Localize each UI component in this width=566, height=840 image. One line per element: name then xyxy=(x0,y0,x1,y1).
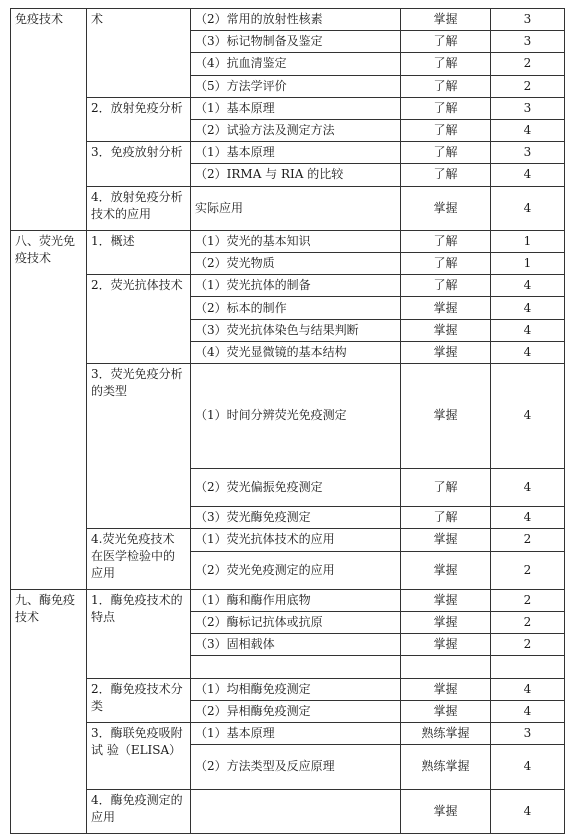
table-row xyxy=(11,529,565,551)
unit-cell: 九、酶免疫技术 xyxy=(11,589,87,833)
level-cell: 熟练掌握 xyxy=(401,745,491,789)
item-cell: （2）标本的制作 xyxy=(191,297,401,319)
hours-cell: 4 xyxy=(491,297,565,319)
item-cell: （1）酶和酶作用底物 xyxy=(191,589,401,611)
level-cell: 了解 xyxy=(401,119,491,141)
level-cell: 掌握 xyxy=(401,297,491,319)
hours-cell: 3 xyxy=(491,97,565,119)
unit-cell: 免疫技术 xyxy=(11,9,87,231)
table-row xyxy=(11,230,565,252)
level-cell: 掌握 xyxy=(401,700,491,722)
topic-cell: 1．概述 xyxy=(87,230,191,274)
hours-cell: 3 xyxy=(491,31,565,53)
item-cell: （2）方法类型及反应原理 xyxy=(191,745,401,789)
item-cell: （2）荧光偏振免疫测定 xyxy=(191,468,401,506)
hours-cell: 2 xyxy=(491,589,565,611)
hours-cell: 4 xyxy=(491,119,565,141)
item-cell: （1）荧光抗体的制备 xyxy=(191,275,401,297)
table-row xyxy=(11,364,565,469)
table-row xyxy=(11,186,565,230)
level-cell: 掌握 xyxy=(401,9,491,31)
hours-cell: 4 xyxy=(491,789,565,833)
level-cell: 掌握 xyxy=(401,186,491,230)
hours-cell: 3 xyxy=(491,9,565,31)
level-cell: 了解 xyxy=(401,75,491,97)
item-cell: （1）基本原理 xyxy=(191,97,401,119)
table-row xyxy=(11,789,565,833)
level-cell: 掌握 xyxy=(401,364,491,469)
table-row xyxy=(11,589,565,611)
hours-cell: 2 xyxy=(491,75,565,97)
level-cell: 了解 xyxy=(401,253,491,275)
hours-cell: 3 xyxy=(491,723,565,745)
hours-cell: 4 xyxy=(491,468,565,506)
level-cell: 了解 xyxy=(401,31,491,53)
item-cell: （2）试验方法及测定方法 xyxy=(191,119,401,141)
hours-cell: 4 xyxy=(491,319,565,341)
item-cell: （3）荧光酶免疫测定 xyxy=(191,507,401,529)
hours-cell: 4 xyxy=(491,164,565,186)
table-row xyxy=(11,678,565,700)
level-cell: 掌握 xyxy=(401,319,491,341)
hours-cell: 3 xyxy=(491,142,565,164)
item-cell: （1）荧光抗体技术的应用 xyxy=(191,529,401,551)
item-cell: （1）基本原理 xyxy=(191,723,401,745)
item-cell: （2）异相酶免疫测定 xyxy=(191,700,401,722)
level-cell: 掌握 xyxy=(401,589,491,611)
level-cell: 了解 xyxy=(401,275,491,297)
level-cell: 掌握 xyxy=(401,634,491,656)
hours-cell: 1 xyxy=(491,230,565,252)
hours-cell: 2 xyxy=(491,529,565,551)
level-cell: 掌握 xyxy=(401,529,491,551)
hours-cell: 2 xyxy=(491,53,565,75)
level-cell: 了解 xyxy=(401,164,491,186)
topic-cell: 3．荧光免疫分析的类型 xyxy=(87,364,191,529)
hours-cell: 2 xyxy=(491,634,565,656)
level-cell: 熟练掌握 xyxy=(401,723,491,745)
level-cell: 掌握 xyxy=(401,789,491,833)
item-cell: （1）荧光的基本知识 xyxy=(191,230,401,252)
item-cell: （3）固相载体 xyxy=(191,634,401,656)
topic-cell: 术 xyxy=(87,9,191,98)
table-row xyxy=(11,97,565,119)
topic-cell: 2．酶免疫技术分类 xyxy=(87,678,191,722)
hours-cell: 2 xyxy=(491,612,565,634)
syllabus-table xyxy=(10,8,565,834)
level-cell: 掌握 xyxy=(401,678,491,700)
item-cell: （1）基本原理 xyxy=(191,142,401,164)
table-row xyxy=(11,275,565,297)
item-cell xyxy=(191,656,401,678)
table-row xyxy=(11,142,565,164)
level-cell: 了解 xyxy=(401,142,491,164)
item-cell: （2）荧光免疫测定的应用 xyxy=(191,551,401,589)
level-cell: 了解 xyxy=(401,507,491,529)
hours-cell: 2 xyxy=(491,551,565,589)
item-cell: （5）方法学评价 xyxy=(191,75,401,97)
topic-cell: 2．放射免疫分析 xyxy=(87,97,191,141)
topic-cell: 4．放射免疫分析技术的应用 xyxy=(87,186,191,230)
table-row xyxy=(11,723,565,745)
item-cell xyxy=(191,789,401,833)
item-cell: （2）常用的放射性核素 xyxy=(191,9,401,31)
level-cell: 了解 xyxy=(401,53,491,75)
unit-cell: 八、荧光免疫技术 xyxy=(11,230,87,589)
item-cell: 实际应用 xyxy=(191,186,401,230)
hours-cell: 1 xyxy=(491,253,565,275)
topic-cell: 1．酶免疫技术的特点 xyxy=(87,589,191,678)
table-row xyxy=(11,9,565,31)
level-cell xyxy=(401,656,491,678)
hours-cell: 4 xyxy=(491,364,565,469)
level-cell: 了解 xyxy=(401,468,491,506)
hours-cell: 4 xyxy=(491,275,565,297)
item-cell: （3）荧光抗体染色与结果判断 xyxy=(191,319,401,341)
level-cell: 了解 xyxy=(401,97,491,119)
topic-cell: 3．酶联免疫吸附 试 验（ELISA） xyxy=(87,723,191,790)
item-cell: （1）均相酶免疫测定 xyxy=(191,678,401,700)
item-cell: （2）荧光物质 xyxy=(191,253,401,275)
hours-cell: 4 xyxy=(491,745,565,789)
item-cell: （4）抗血清鉴定 xyxy=(191,53,401,75)
item-cell: （4）荧光显微镜的基本结构 xyxy=(191,341,401,363)
topic-cell: 4.荧光免疫技术在医学检验中的应用 xyxy=(87,529,191,590)
hours-cell: 4 xyxy=(491,341,565,363)
item-cell: （1）时间分辨荧光免疫测定 xyxy=(191,364,401,469)
level-cell: 掌握 xyxy=(401,612,491,634)
level-cell: 掌握 xyxy=(401,551,491,589)
hours-cell xyxy=(491,656,565,678)
hours-cell: 4 xyxy=(491,507,565,529)
item-cell: （2）酶标记抗体或抗原 xyxy=(191,612,401,634)
item-cell: （3）标记物制备及鉴定 xyxy=(191,31,401,53)
syllabus-table-page xyxy=(10,8,564,834)
topic-cell: 4．酶免疫测定的应用 xyxy=(87,789,191,833)
hours-cell: 4 xyxy=(491,186,565,230)
level-cell: 掌握 xyxy=(401,341,491,363)
topic-cell: 2．荧光抗体技术 xyxy=(87,275,191,364)
level-cell: 了解 xyxy=(401,230,491,252)
hours-cell: 4 xyxy=(491,678,565,700)
item-cell: （2）IRMA 与 RIA 的比较 xyxy=(191,164,401,186)
topic-cell: 3．免疫放射分析 xyxy=(87,142,191,186)
hours-cell: 4 xyxy=(491,700,565,722)
